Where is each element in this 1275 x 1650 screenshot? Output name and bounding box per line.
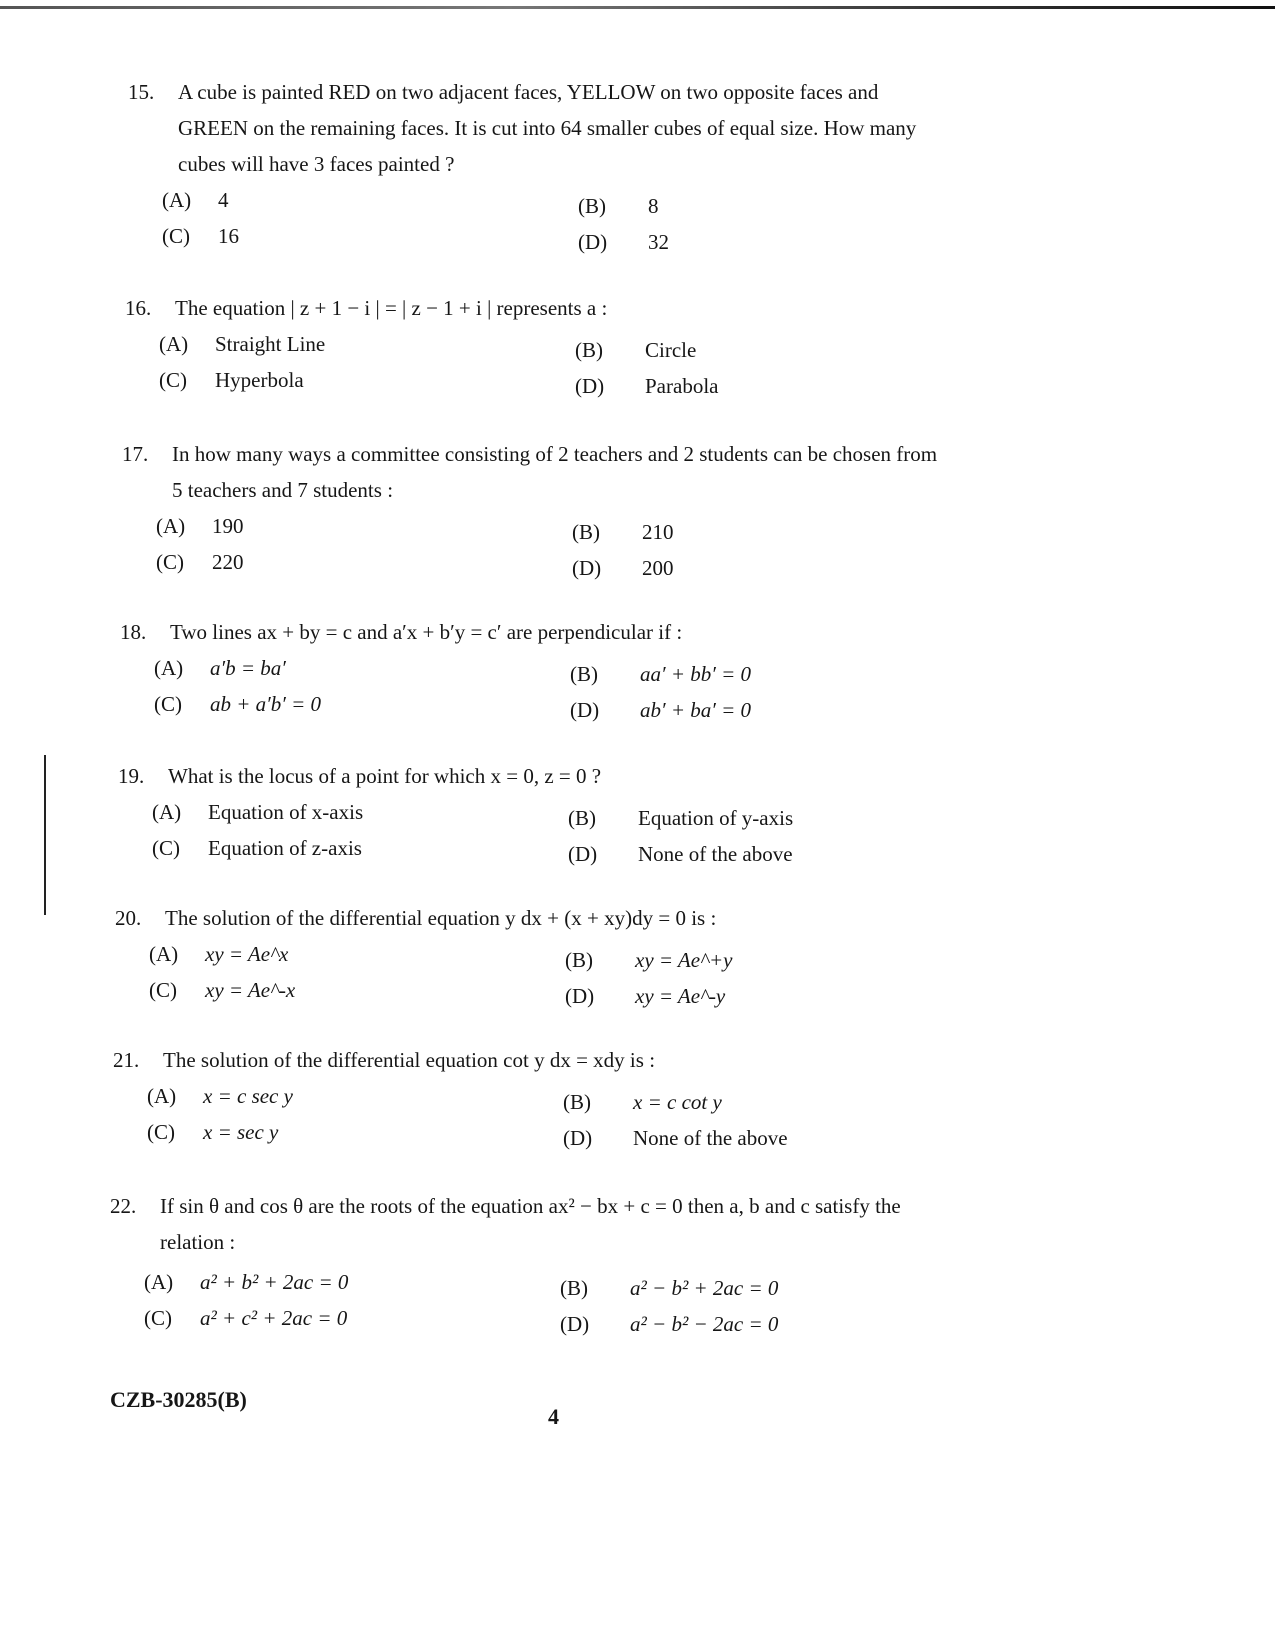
option-text: xy = Ae^+y: [635, 948, 733, 972]
option-text: None of the above: [633, 1126, 788, 1150]
option-d: [575, 368, 718, 404]
option-label: (A): [149, 942, 179, 966]
option-b: [563, 1084, 722, 1120]
option-a: [152, 794, 363, 830]
question-number: 16.: [125, 296, 152, 320]
question-number: 20.: [115, 906, 142, 930]
option-text: 200: [642, 556, 674, 580]
option-label: (A): [147, 1084, 177, 1108]
options: [125, 326, 945, 398]
option-d: [560, 1306, 778, 1342]
question-21: [113, 1042, 933, 1150]
options: [110, 1264, 930, 1336]
option-text: a² + c² + 2ac = 0: [200, 1306, 348, 1330]
option-label: (D): [568, 842, 598, 866]
question-stem: What is the locus of a point for which x = 0, z = 0 ?: [168, 764, 602, 788]
options: [118, 794, 938, 866]
option-text: 210: [642, 520, 674, 544]
options: [115, 936, 935, 1008]
option-b: [570, 656, 751, 692]
option-label: (B): [560, 1276, 588, 1300]
question-stem: A cube is painted RED on two adjacent faces, YELLOW on two opposite faces and GREEN on the remaining faces. It is cut into 64 smaller cubes of equal size. How many cubes will have 3 faces painted ?: [178, 80, 917, 176]
option-b: [560, 1270, 778, 1306]
option-label: (A): [144, 1270, 174, 1294]
option-text: 16: [218, 224, 239, 248]
question-15: [128, 74, 948, 254]
question-19: [118, 758, 938, 866]
option-label: (A): [154, 656, 184, 680]
option-label: (B): [570, 662, 598, 686]
option-label: (B): [563, 1090, 591, 1114]
question-20: [115, 900, 935, 1008]
option-label: (B): [578, 194, 606, 218]
option-text: xy = Ae^x: [205, 942, 289, 966]
question-17: [122, 436, 942, 580]
options: [122, 508, 942, 580]
options: [113, 1078, 933, 1150]
option-d: [570, 692, 751, 728]
option-b: [568, 800, 793, 836]
question-stem: In how many ways a committee consisting of 2 teachers and 2 students can be chosen from 5 teachers and 7 students :: [172, 442, 938, 502]
option-label: (C): [162, 224, 190, 248]
option-label: (D): [575, 374, 605, 398]
option-label: (B): [565, 948, 593, 972]
option-text: Equation of y-axis: [638, 806, 794, 830]
question-18: [120, 614, 940, 722]
option-label: (A): [152, 800, 182, 824]
option-text: Parabola: [645, 374, 719, 398]
option-label: (D): [565, 984, 595, 1008]
option-text: x = c cot y: [633, 1090, 722, 1114]
question-stem: If sin θ and cos θ are the roots of the equation ax² − bx + c = 0 then a, b and c satisfy the relation :: [160, 1194, 901, 1254]
option-label: (A): [159, 332, 189, 356]
question-number: 21.: [113, 1048, 140, 1072]
option-label: (C): [154, 692, 182, 716]
option-label: (C): [152, 836, 180, 860]
question-stem: Two lines ax + by = c and a′x + b′y = c′ are perpendicular if :: [170, 620, 683, 644]
option-label: (D): [570, 698, 600, 722]
option-label: (D): [572, 556, 602, 580]
option-text: a′b = ba′: [210, 656, 286, 680]
question-number: 15.: [128, 80, 155, 104]
option-text: 190: [212, 514, 244, 538]
option-a: [162, 182, 229, 218]
option-text: xy = Ae^-x: [205, 978, 296, 1002]
option-text: Circle: [645, 338, 697, 362]
option-c: [152, 830, 362, 866]
option-c: [156, 544, 244, 580]
option-text: 220: [212, 550, 244, 574]
option-text: x = sec y: [203, 1120, 279, 1144]
page-number: 4: [548, 1404, 559, 1429]
question-stem: The equation | z + 1 − i | = | z − 1 + i | represents a :: [175, 296, 608, 320]
option-label: (B): [575, 338, 603, 362]
option-text: Equation of z-axis: [208, 836, 362, 860]
option-text: aa′ + bb′ = 0: [640, 662, 752, 686]
option-text: ab′ + ba′ = 0: [640, 698, 752, 722]
option-text: Hyperbola: [215, 368, 304, 392]
option-text: Equation of x-axis: [208, 800, 364, 824]
question-number: 19.: [118, 764, 145, 788]
question-22: [110, 1188, 930, 1336]
option-text: xy = Ae^-y: [635, 984, 726, 1008]
option-c: [149, 972, 295, 1008]
booklet-code: CZB-30285(B): [110, 1387, 247, 1412]
option-text: 32: [648, 230, 669, 254]
question-16: [125, 290, 945, 398]
option-b: [575, 332, 696, 368]
option-d: [565, 978, 725, 1014]
option-text: 8: [648, 194, 659, 218]
option-label: (B): [572, 520, 600, 544]
option-label: (A): [156, 514, 186, 538]
option-text: x = c sec y: [203, 1084, 293, 1108]
option-text: a² − b² + 2ac = 0: [630, 1276, 779, 1300]
option-a: [156, 508, 244, 544]
option-label: (D): [578, 230, 608, 254]
option-text: None of the above: [638, 842, 793, 866]
option-text: Straight Line: [215, 332, 326, 356]
option-label: (C): [149, 978, 177, 1002]
option-a: [159, 326, 325, 362]
option-label: (C): [147, 1120, 175, 1144]
top-border-rule: [0, 6, 1275, 9]
option-b: [578, 188, 659, 224]
option-b: [572, 514, 674, 550]
option-c: [154, 686, 321, 722]
option-d: [568, 836, 793, 872]
option-d: [572, 550, 674, 586]
margin-mark: [44, 755, 46, 915]
option-text: ab + a′b′ = 0: [210, 692, 322, 716]
option-label: (C): [144, 1306, 172, 1330]
option-c: [147, 1114, 278, 1150]
option-label: (C): [156, 550, 184, 574]
question-stem: The solution of the differential equation cot y dx = xdy is :: [163, 1048, 656, 1072]
question-stem: The solution of the differential equation y dx + (x + xy)dy = 0 is :: [165, 906, 717, 930]
option-label: (D): [560, 1312, 590, 1336]
option-c: [159, 362, 304, 398]
option-label: (A): [162, 188, 192, 212]
option-d: [563, 1120, 788, 1156]
option-c: [144, 1300, 347, 1336]
option-text: 4: [218, 188, 229, 212]
option-a: [144, 1264, 348, 1300]
option-label: (D): [563, 1126, 593, 1150]
option-label: (C): [159, 368, 187, 392]
option-c: [162, 218, 239, 254]
question-number: 17.: [122, 442, 149, 466]
question-number: 18.: [120, 620, 147, 644]
options: [128, 182, 948, 254]
option-a: [147, 1078, 293, 1114]
options: [120, 650, 940, 722]
option-label: (B): [568, 806, 596, 830]
option-a: [154, 650, 286, 686]
option-d: [578, 224, 669, 260]
option-text: a² + b² + 2ac = 0: [200, 1270, 349, 1294]
question-number: 22.: [110, 1194, 137, 1218]
option-text: a² − b² − 2ac = 0: [630, 1312, 779, 1336]
option-a: [149, 936, 288, 972]
option-b: [565, 942, 732, 978]
